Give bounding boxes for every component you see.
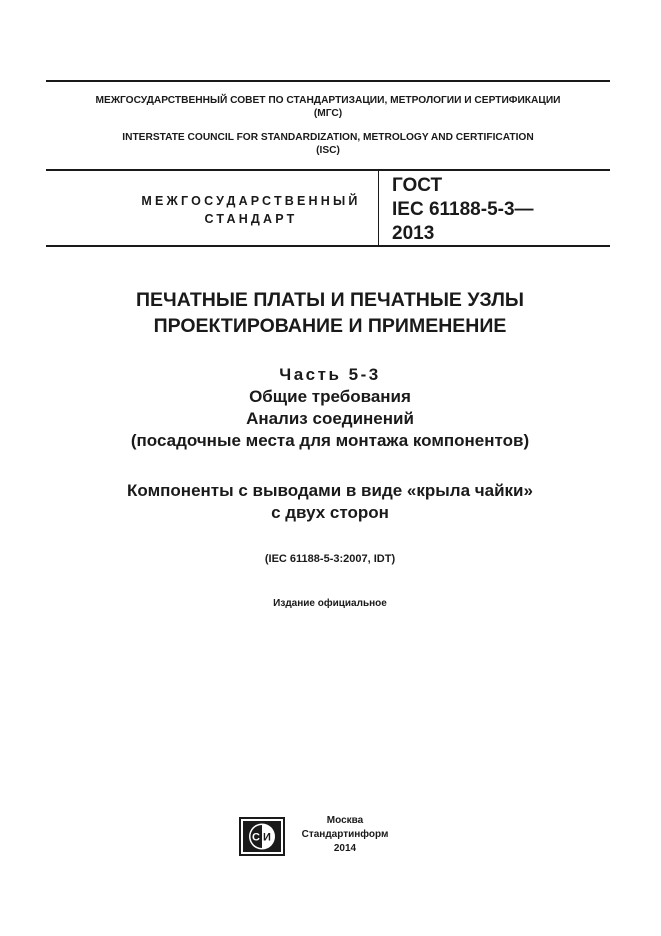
edition-label: Издание официальное <box>273 598 387 609</box>
council-ru-abbrev: (МГС) <box>313 108 343 119</box>
council-en-abbrev: (ISC) <box>316 145 340 156</box>
council-ru-line1: МЕЖГОСУДАРСТВЕННЫЙ СОВЕТ ПО СТАНДАРТИЗАЦИИ, МЕТРОЛОГИИ И СЕРТИФИКАЦИИ <box>95 95 561 106</box>
part-line1: Общие требования <box>249 387 411 406</box>
components-line2: с двух сторон <box>271 503 389 522</box>
part-label: Часть 5-3 <box>279 365 381 384</box>
council-en-line1: INTERSTATE COUNCIL FOR STANDARDIZATION, METROLOGY AND CERTIFICATION <box>122 132 534 143</box>
part-line3: (посадочные места для монтажа компонентов) <box>130 431 530 450</box>
svg-text:И: И <box>263 831 271 844</box>
standartinform-logo-icon <box>239 817 285 856</box>
publisher-block <box>290 814 400 856</box>
gost-line1: ГОСТ <box>392 175 443 196</box>
header-bottom-rule <box>46 169 610 171</box>
publisher-city: Москва <box>326 815 364 826</box>
council-name-en <box>46 131 610 157</box>
part-block <box>40 364 620 452</box>
standard-label-line2: СТАНДАРТ <box>204 212 298 226</box>
council-name-ru <box>46 94 610 120</box>
document-title <box>40 287 620 339</box>
standard-type-label <box>120 192 382 228</box>
top-rule <box>46 80 610 82</box>
gost-designation <box>392 174 534 246</box>
title-line2: ПРОЕКТИРОВАНИЕ И ПРИМЕНЕНИЕ <box>153 315 507 337</box>
standard-label-line1: МЕЖГОСУДАРСТВЕННЫЙ <box>141 194 361 208</box>
svg-text:С: С <box>252 831 260 844</box>
iec-reference: (IEC 61188-5-3:2007, IDT) <box>264 553 396 565</box>
part-line2: Анализ соединений <box>246 409 414 428</box>
gost-line3: 2013 <box>392 223 435 244</box>
title-line1: ПЕЧАТНЫЕ ПЛАТЫ И ПЕЧАТНЫЕ УЗЛЫ <box>136 289 524 311</box>
publication-year: 2014 <box>333 843 357 854</box>
standard-divider <box>378 171 379 246</box>
gost-line2: IEC 61188-5-3— <box>392 199 534 220</box>
components-line1: Компоненты с выводами в виде «крыла чайки» <box>127 481 533 500</box>
publisher-name: Стандартинформ <box>301 829 389 840</box>
designation-bottom-rule <box>46 245 610 247</box>
components-subtitle <box>40 480 620 524</box>
